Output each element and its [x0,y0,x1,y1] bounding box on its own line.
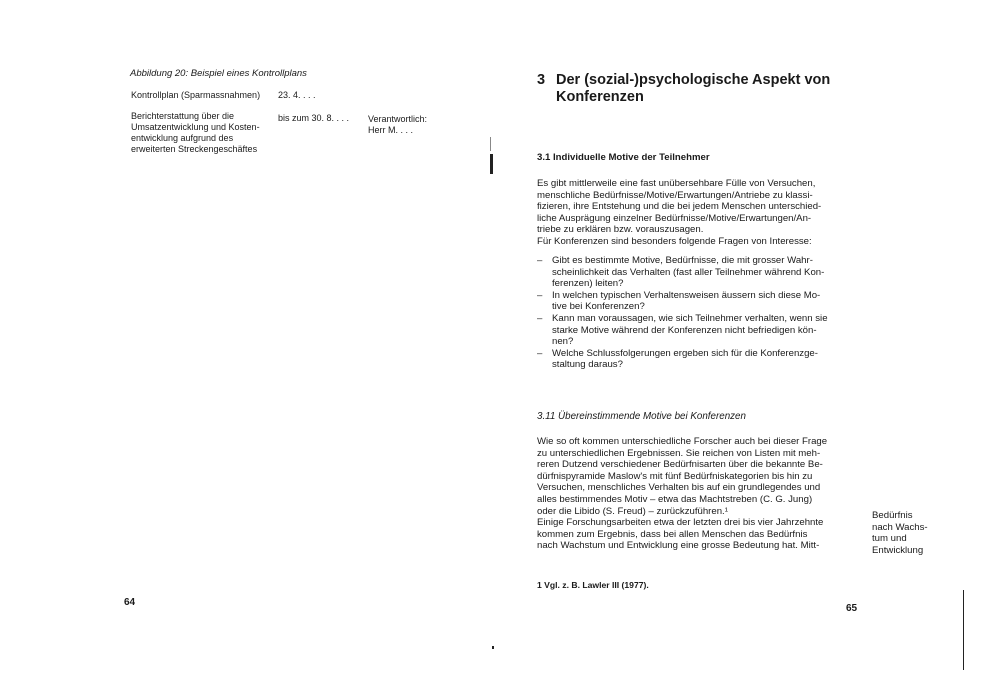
report-description-line: entwicklung aufgrund des [131,133,234,143]
chapter-heading [537,72,830,106]
text-line: Für Konferenzen sind besonders folgende Fragen von Interesse: [537,235,812,247]
text-line: menschliche Bedürfnisse/Motive/Erwartungen/Antriebe zu klassi- [537,189,813,201]
gutter-mark-thick [490,154,493,174]
left-page-number: 64 [124,597,136,608]
text-line: reren Dutzend verschiedener Bedürfnisarten über die bekannte Be- [537,459,823,471]
list-dash: – [537,255,543,266]
report-deadline: bis zum 30. 8. . . . [278,113,350,123]
margin-note-line: Bedürfnis [872,510,913,521]
footnote: 1 Vgl. z. B. Lawler III (1977). [537,580,649,590]
text-line: Welche Schlussfolgerungen ergeben sich für die Konferenzge- [552,347,818,359]
margin-note-line: Entwicklung [872,544,924,556]
text-line: alles bestimmendes Motiv – etwa das Machtstreben (C. G. Jung) [537,493,813,505]
list-dash: – [537,289,543,301]
responsible-label: Verantwortlich: [368,114,428,124]
report-description-line: Berichterstattung über die [131,111,235,121]
text-line: Wie so oft kommen unterschiedliche Forscher auch bei dieser Frage [537,436,828,447]
text-line: nach Wachstum und Entwicklung eine grosse Bedeutung hat. Mitt- [537,540,820,552]
text-line: Kann man voraussagen, wie sich Teilnehmer verhalten, wenn sie [552,312,828,324]
text-line: ferenzen) leiten? [552,278,624,290]
report-description-line: Umsatzentwicklung und Kosten- [131,122,260,132]
list-item [537,348,863,371]
text-line: liche Ausprägung einzelner Bedürfnisse/Motive/Erwartungen/An- [537,212,812,224]
section-heading: 3.1 Individuelle Motive der Teilnehmer [537,152,710,163]
list-item [537,255,863,290]
subsection-heading: 3.11 Übereinstimmende Motive bei Konferenzen [537,411,746,422]
text-line: Einige Forschungsarbeiten etwa der letzten drei bis vier Jahrzehnte [537,517,824,529]
text-line: fizieren, ihre Entstehung und die bei jedem Menschen unterschied- [537,201,822,213]
text-line: In welchen typischen Verhaltensweisen äussern sich diese Mo- [552,289,821,301]
text-line: nen? [552,336,574,348]
right-page-number: 65 [846,603,858,614]
right-edge-line [963,590,964,670]
list-dash: – [537,312,543,324]
report-description [131,111,260,155]
body-paragraph [537,436,863,552]
list-item [537,290,863,313]
gutter-dot [492,646,494,649]
chapter-title-line: Der (sozial-)psychologische Aspekt von [556,72,831,88]
report-description-line: erweiterten Streckengeschäftes [131,144,258,154]
gutter-mark-thin [490,137,491,151]
margin-note-line: tum und [872,533,907,545]
list-item [537,313,863,348]
control-plan-date: 23. 4. . . . [278,90,316,100]
text-line: Es gibt mittlerweile eine fast unübersehbare Fülle von Versuchen, [537,178,816,189]
text-line: zu unterschiedlichen Ergebnissen. Sie reichen von Listen mit meh- [537,447,821,459]
text-line: Gibt es bestimmte Motive, Bedürfnisse, die mit grosser Wahr- [552,255,813,266]
text-line: scheinlichkeit das Verhalten (fast aller Teilnehmer während Kon- [552,266,825,278]
text-line: dürfnispyramide Maslow's mit fünf Bedürfniskategorien bis hin zu [537,470,813,482]
list-dash: – [537,347,543,359]
chapter-number: 3 [537,72,546,88]
text-line: starke Motive während der Konferenzen nicht befriedigen kön- [552,324,817,336]
text-line: oder die Libido (S. Freud) – zurückzuführen.¹ [537,505,728,517]
text-line: triebe zu erklären bzw. vorauszusagen. [537,224,704,236]
text-line: tive bei Konferenzen? [552,301,645,313]
text-line: kommen zum Ergebnis, dass bei allen Menschen das Bedürfnis [537,528,808,540]
responsible-name: Herr M. . . . [368,125,413,135]
intro-paragraph [537,178,863,248]
control-plan-label: Kontrollplan (Sparmassnahmen) [131,90,261,100]
question-list [537,255,863,371]
chapter-title-line: Konferenzen [556,89,644,105]
text-line: Versuchen, menschliches Verhalten bis auf ein grundlegendes und [537,482,821,494]
chapter-heading-line [537,72,830,89]
text-line: staltung daraus? [552,359,623,371]
margin-note [872,510,928,556]
figure-caption: Abbildung 20: Beispiel eines Kontrollplans [130,68,307,79]
responsible-person [368,114,427,136]
margin-note-line: nach Wachs- [872,521,928,533]
